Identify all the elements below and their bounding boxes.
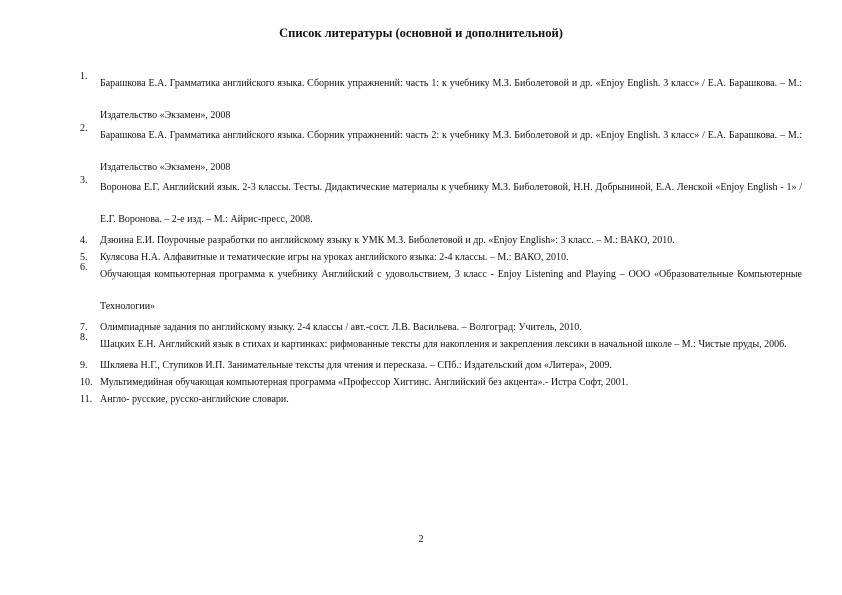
reference-item: [80, 357, 802, 374]
reference-number: 9.: [80, 360, 88, 371]
page-title: Список литературы (основной и дополнительной): [279, 26, 563, 40]
reference-text: Мультимедийная обучающая компьютерная программа «Профессор Хиггинс. Английский без акцента».- Истра Софт, 2001.: [100, 377, 629, 388]
reference-list: [80, 68, 802, 408]
reference-text: Англо- русские, русско-английские словари.: [100, 394, 289, 405]
reference-number: 2.: [80, 123, 88, 134]
reference-number: 6.: [80, 262, 88, 273]
reference-text: Барашкова Е.А. Грамматика английского языка. Сборник упражнений: часть 1: к учебнику М.З. Биболетовой и др. «Enjoy English. 3 класс» / Е.А. Барашкова. – М.: Издательство «Экзамен», 2008: [100, 78, 802, 121]
reference-item: [80, 232, 802, 249]
reference-text: Обучающая компьютерная программа к учебнику Английский с удовольствием, 3 класс - Enjoy Listening and Playing – ООО «Образовательные Компьютерные Технологии»: [100, 269, 802, 312]
reference-text: Барашкова Е.А. Грамматика английского языка. Сборник упражнений: часть 2: к учебнику М.З. Биболетовой и др. «Enjoy English. 3 класс» / Е.А. Барашкова. – М.: Издательство «Экзамен», 2008: [100, 130, 802, 173]
reference-item: [80, 374, 802, 391]
reference-item: [80, 259, 802, 323]
reference-number: 10.: [80, 377, 93, 388]
reference-text: Шкляева Н.Г., Ступиков И.П. Занимательные тексты для чтения и пересказа. – СПб.: Издательский дом «Литера», 2009.: [100, 360, 612, 371]
reference-text: Воронова Е.Г. Английский язык. 2-3 классы. Тесты. Дидактические материалы к учебнику М.З. Биболетовой, Н.Н. Добрыниной, Е.А. Ленской «Enjoy English - 1» / Е.Г. Воронова. – 2-е изд. – М.: Айрис-пресс, 2008.: [100, 182, 802, 225]
reference-text: Кулясова Н.А. Алфавитные и тематические игры на уроках английского языка: 2-4 классы. – М.: ВАКО, 2010.: [100, 252, 569, 263]
reference-number: 1.: [80, 71, 88, 82]
page-number: 2: [418, 534, 424, 545]
reference-number: 5.: [80, 252, 88, 263]
reference-item: [80, 391, 802, 408]
reference-text: Дзюина Е.И. Поурочные разработки по английскому языку к УМК М.З. Биболетовой и др. «Enjoy English»: 3 класс. – М.: ВАКО, 2010.: [100, 235, 675, 246]
reference-number: 3.: [80, 175, 88, 186]
reference-text: Шацких Е.Н. Английский язык в стихах и картинках: рифмованные тексты для накопления и закрепления лексики в начальной школе – М.: Чистые пруды, 2006.: [100, 339, 787, 350]
reference-number: 11.: [80, 394, 93, 405]
reference-number: 7.: [80, 322, 88, 333]
reference-text: Олимпиадные задания по английскому языку. 2-4 классы / авт.-сост. Л.В. Васильева. – Волгоград: Учитель, 2010.: [100, 322, 582, 333]
reference-item: [80, 172, 802, 236]
reference-number: 8.: [80, 332, 88, 343]
reference-number: 4.: [80, 235, 88, 246]
